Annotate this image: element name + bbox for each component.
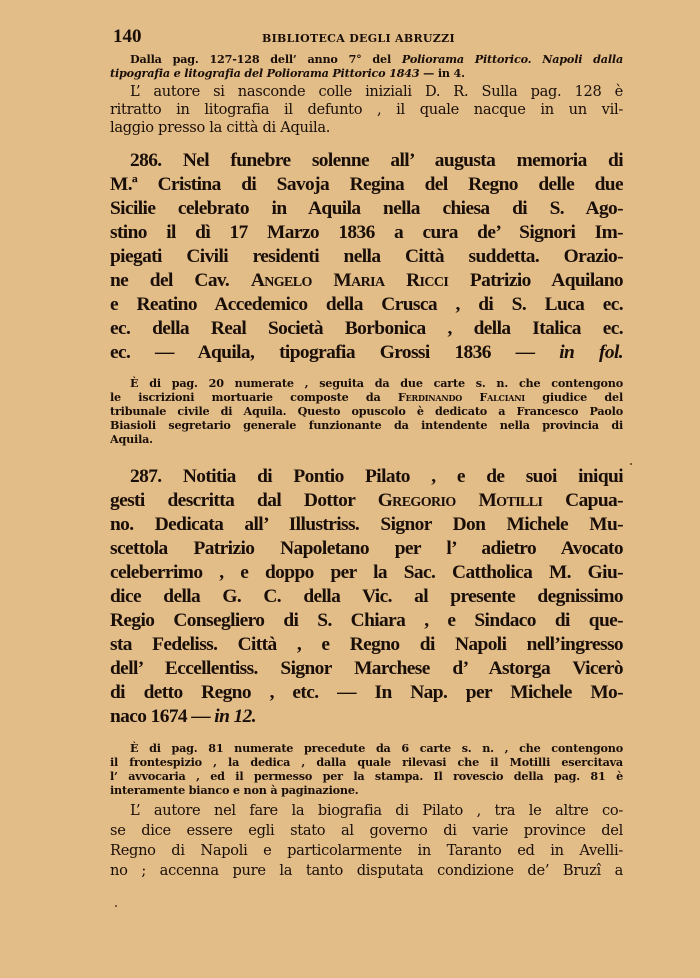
comment-line: se dice essere egli stato al governo di varie province del	[110, 822, 623, 839]
entry-286-title-line: stino il dì 17 Marzo 1836 a cura de’ Signori Im-	[110, 222, 623, 243]
entry-number: 286.	[130, 150, 162, 171]
note-line	[110, 390, 623, 404]
note-line	[130, 52, 623, 66]
title-text: Nel funebre solenne all’ augusta memoria di	[161, 150, 623, 171]
title-text: Capua-	[542, 490, 623, 511]
entry-287-title-line: no. Dedicata all’ Illustriss. Signor Don Michele Mu-	[110, 514, 623, 535]
comment-line: no ; accenna pure la tanto disputata condizione de’ Bruzî a	[110, 862, 623, 879]
note-line: È di pag. 81 numerate precedute da 6 carte s. n. , che contengono	[130, 741, 623, 755]
entry-287-title-line	[110, 705, 623, 729]
print-speck	[115, 905, 117, 907]
note-line: il frontespizio , la dedica , dalla quale rilevasi che il Motilli esercitava	[110, 755, 623, 769]
author-name: Ferdinando Falciani	[397, 390, 525, 404]
italic-title: Poliorama Pittorico. Napoli dalla	[401, 52, 623, 66]
note-line: l’ avvocaria , ed il permesso per la stampa. Il rovescio della pag. 81 è	[110, 769, 623, 783]
note-text: giudice del	[524, 390, 623, 404]
comment-line: ritratto in litografia il defunto , il quale nacque in un vil-	[110, 101, 623, 118]
format-label: in 12.	[214, 706, 256, 727]
author-name: Gregorio Motilli	[377, 490, 543, 511]
note-text: Dalla pag. 127-128 dell’ anno 7° del	[130, 52, 402, 66]
note-line: È di pag. 20 numerate , seguita da due carte s. n. che contengono	[130, 376, 623, 390]
entry-286-title-line: ec. della Real Società Borbonica , della Italica ec.	[110, 318, 623, 339]
entry-286-title-line	[110, 341, 623, 365]
title-text: ne del Cav.	[110, 270, 251, 291]
italic-title: tipografia e litografia del Poliorama Pittorico 1843	[110, 66, 420, 80]
entry-286-title-line: Sicilie celebrato in Aquila nella chiesa di S. Ago-	[110, 198, 623, 219]
entry-287-title-line: scettola Patrizio Napoletano per l’ adietro Avocato	[110, 538, 623, 559]
entry-286-title-line	[130, 149, 623, 173]
title-text: Patrizio Aquilano	[448, 270, 623, 291]
entry-number: 287.	[130, 466, 162, 487]
author-name: Angelo Maria Ricci	[250, 270, 449, 291]
entry-287-title-line: Regio Consegliero di S. Chiara , e Sindaco di que-	[110, 610, 623, 631]
entry-286-title-line	[110, 269, 623, 293]
title-text: naco 1674 —	[110, 706, 215, 727]
entry-287-title-line: sta Fedeliss. Città , e Regno di Napoli nell’ingresso	[110, 634, 623, 655]
note-text: le iscrizioni mortuarie composte da	[110, 390, 398, 404]
page-number: 140	[113, 26, 142, 47]
entry-287-title-line: dell’ Eccellentiss. Signor Marchese d’ Astorga Vicerò	[110, 658, 623, 679]
running-title: BIBLIOTECA DEGLI ABRUZZI	[262, 32, 455, 45]
note-text: — in 4.	[419, 66, 465, 80]
comment-line: laggio presso la città di Aquila.	[110, 119, 331, 136]
comment-line: L’ autore si nasconde colle iniziali D. R. Sulla pag. 128 è	[130, 83, 623, 100]
format-label: in fol.	[559, 342, 623, 363]
entry-286-title-line: e Reatino Accedemico della Crusca , di S. Luca ec.	[110, 294, 623, 315]
entry-287-title-line	[130, 465, 623, 489]
title-text: gesti descritta dal Dottor	[110, 490, 378, 511]
comment-line: Regno di Napoli e particolarmente in Taranto ed in Avelli-	[110, 842, 623, 859]
title-text: Notitia di Pontio Pilato , e de suoi iniqui	[161, 466, 623, 487]
entry-287-title-line: dice della G. C. della Vic. al presente degnissimo	[110, 586, 623, 607]
print-speck	[630, 463, 632, 465]
entry-287-title-line	[110, 489, 623, 513]
comment-line: L’ autore nel fare la biografia di Pilato , tra le altre co-	[130, 802, 623, 819]
note-line: tribunale civile di Aquila. Questo opuscolo è dedicato a Francesco Paolo	[110, 404, 623, 418]
entry-287-title-line: celeberrimo , e doppo per la Sac. Cattholica M. Giu-	[110, 562, 623, 583]
entry-286-title-line: M.ª Cristina di Savoja Regina del Regno delle due	[110, 174, 623, 195]
note-line: interamente bianco e non à paginazione.	[110, 783, 359, 797]
note-line: Aquila.	[110, 432, 153, 446]
entry-287-title-line: di detto Regno , etc. — In Nap. per Michele Mo-	[110, 682, 623, 703]
entry-286-title-line: piegati Civili residenti nella Città suddetta. Orazio-	[110, 246, 623, 267]
title-text: ec. — Aquila, tipografia Grossi 1836 —	[110, 342, 560, 363]
note-line	[110, 66, 623, 80]
note-line: Biasioli segretario generale funzionante da intendente nella provincia di	[110, 418, 623, 432]
